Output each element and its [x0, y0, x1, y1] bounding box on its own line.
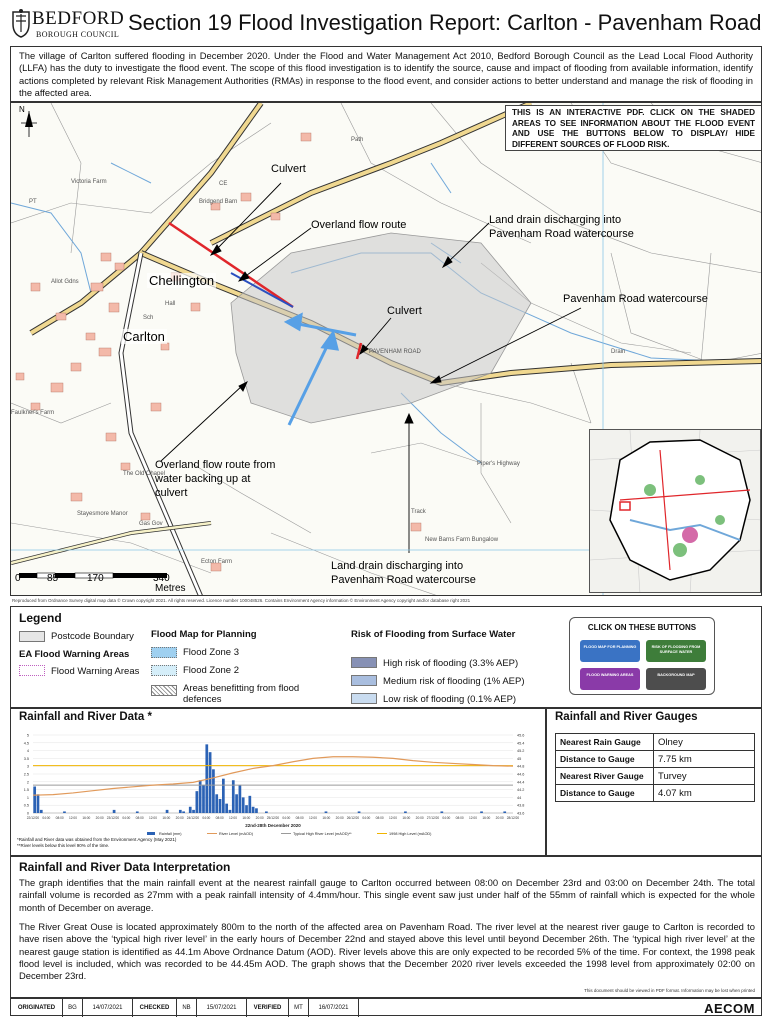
- y2-tick-label: 43.8: [517, 803, 525, 808]
- rainfall-bar: [440, 811, 443, 813]
- scale-label-85: 85: [47, 573, 59, 584]
- x-tick-label: 20:00: [415, 816, 424, 820]
- rainfall-bar: [209, 752, 212, 813]
- x-tick-label: 23/12/20: [106, 816, 120, 820]
- x-tick-label: 16:00: [242, 816, 251, 820]
- place-pavenham-road: PAVENHAM ROAD: [369, 349, 421, 355]
- legend-low: Low risk of flooding (0.1% AEP): [383, 694, 517, 705]
- y2-tick-label: 45.6: [517, 733, 525, 738]
- rainfall-bar: [222, 779, 225, 813]
- annotation-pavenham-watercourse[interactable]: Pavenham Road watercourse: [563, 293, 708, 305]
- gauge-label: Distance to Gauge: [556, 785, 654, 802]
- rainfall-bar: [212, 769, 215, 813]
- originated-date: 14/07/2021: [83, 999, 133, 1017]
- rainfall-bar: [196, 791, 199, 813]
- y2-tick-label: 44.4: [517, 780, 525, 785]
- x-axis-label: 22nd-28th December 2020: [245, 823, 301, 828]
- swatch-high: [351, 657, 377, 668]
- rainfall-bar: [252, 807, 255, 813]
- y-tick-label: 2: [26, 780, 29, 785]
- legend-fmp-title: Flood Map for Planning: [151, 629, 257, 640]
- x-tick-label: 12:00: [229, 816, 237, 820]
- x-tick-label: 28/12/20: [506, 816, 520, 820]
- place-pt: PT: [29, 199, 37, 205]
- background-map-button[interactable]: BACKGROUND MAP: [646, 668, 706, 690]
- y2-tick-label: 44.6: [517, 772, 525, 777]
- x-tick-label: 04:00: [442, 816, 451, 820]
- gauges-panel: [546, 708, 762, 856]
- place-faulkners-farm: Faulkner's Farm: [11, 410, 55, 416]
- y2-tick-label: 44.8: [517, 764, 525, 769]
- x-tick-label: 26/12/20: [346, 816, 360, 820]
- rainfall-footnote-1: *Rainfall and River data was obtained from the Environment Agency (May 2021): [17, 837, 177, 842]
- interpretation-panel: [10, 856, 762, 998]
- y-tick-label: 5: [26, 733, 29, 738]
- rainfall-bar: [179, 810, 182, 813]
- y-tick-label: 1: [26, 795, 29, 800]
- x-tick-label: 04:00: [122, 816, 131, 820]
- surface-water-button[interactable]: RISK OF FLOODING FROM SURFACE WATER: [646, 640, 706, 662]
- place-the-old-chapel: The Old Chapel: [123, 471, 166, 477]
- flood-warning-button[interactable]: FLOOD WARNING AREAS: [580, 668, 640, 690]
- rainfall-panel: [10, 708, 546, 856]
- place-bridgend: Bridgend Barn: [199, 199, 238, 205]
- x-tick-label: 16:00: [82, 816, 91, 820]
- gauge-value: Turvey: [654, 768, 755, 785]
- layer-buttons-box: [569, 617, 715, 695]
- x-tick-label: 16:00: [162, 816, 171, 820]
- rainfall-bar: [255, 808, 258, 813]
- place-ecton-farm: Ecton Farm: [201, 559, 233, 565]
- y2-tick-label: 45: [517, 756, 522, 761]
- scale-label-170: 170: [87, 573, 104, 584]
- x-tick-label: 08:00: [135, 816, 144, 820]
- x-tick-label: 16:00: [402, 816, 411, 820]
- x-tick-label: 04:00: [282, 816, 291, 820]
- rainfall-bar: [503, 811, 506, 813]
- postcode-boundary-area: [231, 233, 531, 423]
- rainfall-bar: [189, 807, 192, 813]
- y-tick-label: 0.5: [23, 803, 29, 808]
- logo-title: BEDFORD: [32, 8, 125, 29]
- x-tick-label: 12:00: [69, 816, 77, 820]
- buttons-title: CLICK ON THESE BUTTONS: [587, 623, 697, 632]
- rainfall-bar: [265, 811, 268, 813]
- rainfall-bar: [37, 794, 40, 813]
- verified-initials: MT: [289, 999, 309, 1017]
- verified-date: 16/07/2021: [309, 999, 359, 1017]
- place-victoria-farm: Victoria Farm: [71, 179, 107, 185]
- table-row: [556, 751, 755, 768]
- legend-zone3: Flood Zone 3: [183, 647, 239, 658]
- scale-label-0: 0: [15, 573, 21, 584]
- annotation-land-drain-2[interactable]: Land drain discharging into Pavenham Road watercourse: [331, 560, 476, 586]
- x-tick-label: 04:00: [362, 816, 371, 820]
- table-row: [556, 785, 755, 802]
- table-row: [556, 734, 755, 751]
- legend-swatch: [147, 832, 155, 835]
- place-new-barns-farm: New Barns Farm Bungalow: [425, 537, 499, 543]
- swatch-zone3: [151, 647, 177, 658]
- gauge-label: Distance to Gauge: [556, 751, 654, 768]
- y-tick-label: 4.5: [23, 741, 29, 746]
- page-title: Section 19 Flood Investigation Report: Carlton - Pavenham Road: [128, 10, 762, 35]
- rainfall-bar: [480, 811, 483, 813]
- place-sch: Sch: [143, 315, 154, 321]
- legend-entry: Rainfall (mm): [159, 832, 182, 836]
- legend-ea-title: EA Flood Warning Areas: [19, 649, 130, 660]
- rainfall-bar: [63, 811, 66, 813]
- rainfall-bar: [325, 811, 328, 813]
- swatch-medium: [351, 675, 377, 686]
- x-tick-label: 08:00: [295, 816, 304, 820]
- checked-label: CHECKED: [133, 999, 177, 1017]
- rainfall-bar: [239, 785, 242, 813]
- legend-high: High risk of flooding (3.3% AEP): [383, 658, 519, 669]
- swatch-low: [351, 693, 377, 704]
- footer: [10, 988, 762, 1016]
- place-stayes-manor: Stayesmore Manor: [77, 511, 128, 517]
- x-tick-label: 20:00: [335, 816, 344, 820]
- y-tick-label: 1.5: [23, 788, 29, 793]
- gauge-value: 7.75 km: [654, 751, 755, 768]
- place-ce: CE: [219, 181, 228, 187]
- x-tick-label: 12:00: [309, 816, 317, 820]
- intro-text: The village of Carlton suffered flooding in December 2020. Under the Flood and Water Management Act 2010, Bedford Borough Council as the Lead Local Flood Authority (LLFA) has the duty to investigate the flood event. The scope of this flood investigation is to identify the source, cause and impact of flooding from available information, identify actions completed by relevant Risk Management Authorities (RMAs) in response to the flood event, and consider actions to better understand and manage the risk of flooding in the affected area.: [19, 50, 753, 99]
- x-tick-label: 08:00: [455, 816, 464, 820]
- gauge-value: Olney: [654, 734, 755, 751]
- interpretation-title: Rainfall and River Data Interpretation: [19, 860, 231, 874]
- rainfall-bar: [235, 794, 238, 813]
- rainfall-bar: [192, 810, 195, 813]
- y-tick-label: 0: [26, 811, 29, 816]
- legend-postcode: Postcode Boundary: [51, 631, 134, 642]
- y-tick-label: 3.5: [23, 756, 29, 761]
- map-credit: Reproduced from Ordnance Survey digital map data © Crown copyright 2021. All rights reserved. Licence number 100048526. Contains Environment Agency information © Environment Agency copyright and/or database right 2021: [12, 598, 471, 603]
- x-tick-label: 24/12/20: [186, 816, 200, 820]
- legend-title: Legend: [19, 611, 62, 625]
- x-tick-label: 08:00: [215, 816, 224, 820]
- rainfall-bar: [33, 786, 36, 813]
- y2-tick-label: 44: [517, 795, 522, 800]
- swatch-postcode: [19, 631, 45, 642]
- swatch-defences: [151, 685, 177, 696]
- crest-icon: [10, 8, 32, 38]
- annotation-overland-flow[interactable]: Overland flow route: [311, 219, 407, 231]
- rainfall-bar: [215, 794, 218, 813]
- gauge-label: Nearest Rain Gauge: [556, 734, 654, 751]
- place-path: Path: [351, 137, 364, 143]
- x-tick-label: 12:00: [389, 816, 397, 820]
- flood-map: [10, 102, 762, 596]
- originated-initials: BG: [63, 999, 83, 1017]
- verified-label: VERIFIED: [247, 999, 289, 1017]
- checked-initials: NB: [177, 999, 197, 1017]
- swatch-zone2: [151, 665, 177, 676]
- place-hall: Hall: [165, 301, 176, 307]
- x-tick-label: 16:00: [482, 816, 491, 820]
- checked-date: 15/07/2021: [197, 999, 247, 1017]
- legend-panel: [10, 606, 762, 708]
- location-inset-map: [589, 429, 761, 593]
- place-track: Track: [411, 509, 426, 515]
- swatch-warning: [19, 665, 45, 676]
- legend-entry: River Level (mAOD): [219, 832, 253, 836]
- x-tick-label: 20:00: [495, 816, 504, 820]
- rainfall-bar: [242, 797, 245, 813]
- gauge-value: 4.07 km: [654, 785, 755, 802]
- place-allot-gdns: Allot Gdns: [51, 279, 79, 285]
- y2-tick-label: 45.2: [517, 749, 525, 754]
- gauges-title: Rainfall and River Gauges: [555, 711, 698, 723]
- x-tick-label: 20:00: [255, 816, 264, 820]
- pdf-note: This document should be viewed in PDF format. Information may be lost when printed: [584, 988, 755, 993]
- place-gas-gov: Gas Gov: [139, 521, 163, 527]
- annotation-culvert-2[interactable]: Culvert: [387, 305, 422, 317]
- x-tick-label: 27/12/20: [426, 816, 440, 820]
- legend-medium: Medium risk of flooding (1% AEP): [383, 676, 525, 687]
- x-tick-label: 22/12/20: [26, 816, 40, 820]
- rainfall-bar: [229, 810, 232, 813]
- council-logo: [10, 6, 130, 40]
- interpretation-paragraph-1: The graph identifies that the main rainfall event at the nearest rainfall gauge to Carlton occurred between 08:00 on December 23rd and 03:00 on December 24th. The total rainfall volume is recorded as 27mm with a peak rainfall intensity of 4.4mm/hour. This single event saw just under half of the 55mm of rainfall which is expected for the whole month of December on average.: [19, 877, 755, 913]
- table-row: [556, 768, 755, 785]
- legend-entry: 1998 High Level (mAOD): [389, 832, 432, 836]
- gauges-table: [555, 733, 755, 802]
- annotation-land-drain-1[interactable]: Land drain discharging into Pavenham Road watercourse: [489, 214, 634, 240]
- rainfall-bar: [404, 811, 407, 813]
- legend-sw-title: Risk of Flooding from Surface Water: [351, 629, 516, 640]
- annotation-overland-backing[interactable]: Overland flow route from water backing up at culvert: [155, 459, 276, 499]
- scale-unit: Metres: [155, 583, 186, 594]
- rainfall-bar: [245, 805, 248, 813]
- interpretation-paragraph-2: The River Great Ouse is located approximately 800m to the north of the affected area on Pavenham Road. The river level at the nearest river gauge to Carlton is recorded to have risen above the ‘typical high river level’ in the early hours of December 22nd and stayed above this level until beyond December 26th. The ‘typical high river level’ at the nearest gauge station is identified as 44.1m Above Ordnance Datum (AOD). River levels above this are only expected to be recorded 5% of the time. For context, the 1998 peak flood level is included, which was recorded to be 44.45m AOD. The graph shows that the December 2020 river levels exceeded the 1998 level from approximately 02:00 on December 23rd.: [19, 921, 755, 982]
- x-tick-label: 04:00: [42, 816, 51, 820]
- rainfall-chart: [11, 725, 545, 843]
- x-tick-label: 25/12/20: [266, 816, 280, 820]
- rainfall-bar: [136, 811, 139, 813]
- flood-map-button[interactable]: FLOOD MAP FOR PLANNING: [580, 640, 640, 662]
- legend-entry: Typical High River Level (mAOD)**: [293, 832, 352, 836]
- x-tick-label: 08:00: [375, 816, 384, 820]
- rainfall-footnote-2: **River levels below this level 90% of the time.: [17, 843, 110, 848]
- place-chellington: Chellington: [149, 273, 215, 288]
- rainfall-bar: [166, 810, 169, 813]
- y2-tick-label: 43.6: [517, 811, 525, 816]
- rainfall-bar: [358, 811, 361, 813]
- place-carlton: Carlton: [123, 329, 165, 344]
- gauge-label: Nearest River Gauge: [556, 768, 654, 785]
- place-pipers-highway: Piper's Highway: [477, 461, 520, 467]
- rainfall-bar: [40, 810, 43, 813]
- legend-defences: Areas benefitting from flood defences: [183, 683, 300, 705]
- y-tick-label: 4: [26, 749, 29, 754]
- y2-tick-label: 44.2: [517, 788, 525, 793]
- legend-warning: Flood Warning Areas: [51, 666, 140, 677]
- x-tick-label: 16:00: [322, 816, 331, 820]
- x-tick-label: 12:00: [149, 816, 157, 820]
- rainfall-bar: [202, 785, 205, 813]
- scale-label-340: 340: [153, 573, 170, 584]
- intro-panel: [10, 46, 762, 102]
- x-tick-label: 20:00: [95, 816, 104, 820]
- legend-zone2: Flood Zone 2: [183, 665, 239, 676]
- annotation-culvert-1[interactable]: Culvert: [271, 163, 306, 175]
- x-tick-label: 20:00: [175, 816, 184, 820]
- rainfall-bar: [248, 796, 251, 813]
- rainfall-bar: [113, 810, 116, 813]
- originated-label: ORIGINATED: [11, 999, 63, 1017]
- logo-subtitle: BOROUGH COUNCIL: [36, 30, 120, 39]
- place-drain: Drain: [611, 349, 626, 355]
- rainfall-bar: [182, 811, 185, 813]
- x-tick-label: 04:00: [202, 816, 211, 820]
- north-arrow-icon: [21, 111, 37, 137]
- y-tick-label: 2.5: [23, 772, 29, 777]
- x-tick-label: 08:00: [55, 816, 64, 820]
- x-tick-label: 12:00: [469, 816, 477, 820]
- interactive-note: THIS IS AN INTERACTIVE PDF. CLICK ON THE SHADED AREAS TO SEE INFORMATION ABOUT THE FLOOD EVENT AND USE THE BUTTONS BELOW TO DISPLAY/ HIDE DIFFERENT SOURCES OF FLOOD RISK.: [505, 105, 762, 151]
- aecom-logo: AECOM: [704, 1001, 755, 1016]
- y2-tick-label: 45.4: [517, 741, 525, 746]
- north-label: N: [19, 105, 25, 114]
- y-tick-label: 3: [26, 764, 29, 769]
- rainfall-bar: [225, 804, 228, 813]
- rainfall-title: Rainfall and River Data *: [19, 711, 152, 723]
- rainfall-bar: [219, 799, 222, 813]
